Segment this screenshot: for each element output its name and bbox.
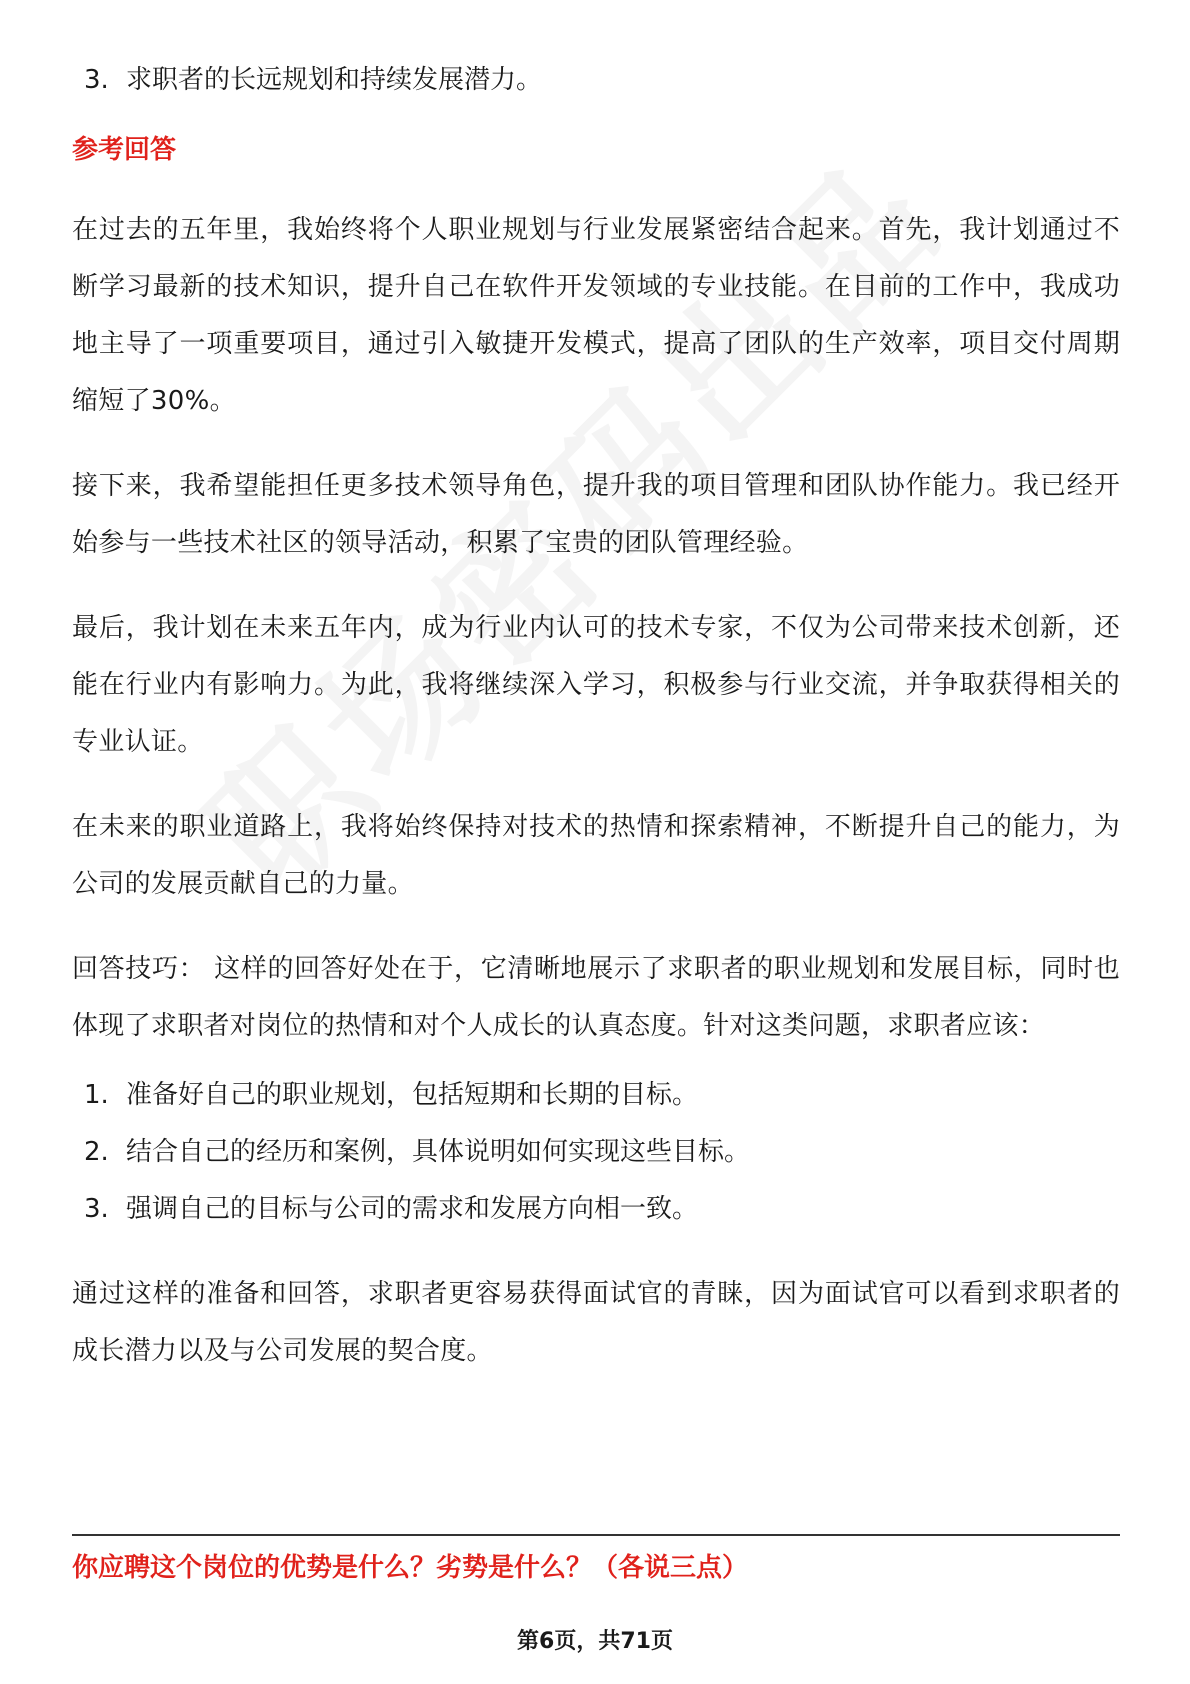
document-page — [72, 60, 1120, 1408]
tips-list-item — [72, 1067, 1120, 1124]
next-question-heading: 你应聘这个岗位的优势是什么？劣势是什么？（各说三点） — [72, 1553, 749, 1583]
list-number: 3. — [84, 65, 109, 95]
list-text: 结合自己的经历和案例，具体说明如何实现这些目标。 — [126, 1137, 751, 1167]
answer-paragraph: 最后，我计划在未来五年内，成为行业内认可的技术专家，不仅为公司带来技术创新，还能在行业内有影响力。为此，我将继续深入学习，积极参与行业交流，并争取获得相关的专业认证。 — [72, 613, 1120, 757]
answer-paragraph: 在未来的职业道路上，我将始终保持对技术的热情和探索精神，不断提升自己的能力，为公司的发展贡献自己的力量。 — [72, 812, 1120, 899]
answer-paragraph: 在过去的五年里，我始终将个人职业规划与行业发展紧密结合起来。首先，我计划通过不断学习最新的技术知识，提升自己在软件开发领域的专业技能。在目前的工作中，我成功地主导了一项重要项目，通过引入敏捷开发模式，提高了团队的生产效率，项目交付周期缩短了30%。 — [72, 215, 1120, 416]
intro-list-item — [72, 60, 1120, 100]
tips-list-item — [72, 1124, 1120, 1181]
list-number: 3. — [84, 1194, 109, 1224]
list-text: 准备好自己的职业规划，包括短期和长期的目标。 — [126, 1080, 699, 1110]
tips-paragraph: 回答技巧： 这样的回答好处在于，它清晰地展示了求职者的职业规划和发展目标，同时也体现了求职者对岗位的热情和对个人成长的认真态度。针对这类问题，求职者应该： — [72, 954, 1120, 1041]
tips-list-item — [72, 1181, 1120, 1238]
list-text: 强调自己的目标与公司的需求和发展方向相一致。 — [126, 1194, 699, 1224]
answer-label: 参考回答 — [72, 135, 177, 165]
list-text: 求职者的长远规划和持续发展潜力。 — [126, 65, 543, 95]
tips-list — [72, 1067, 1120, 1238]
page-footer: 第6页，共71页 — [517, 1629, 673, 1654]
answer-paragraph: 接下来，我希望能担任更多技术领导角色，提升我的项目管理和团队协作能力。我已经开始参与一些技术社区的领导活动，积累了宝贵的团队管理经验。 — [72, 471, 1120, 558]
list-number: 1. — [84, 1080, 109, 1110]
section-divider — [72, 1534, 1120, 1536]
list-number: 2. — [84, 1137, 109, 1167]
closing-paragraph: 通过这样的准备和回答，求职者更容易获得面试官的青睐，因为面试官可以看到求职者的成长潜力以及与公司发展的契合度。 — [72, 1279, 1120, 1366]
